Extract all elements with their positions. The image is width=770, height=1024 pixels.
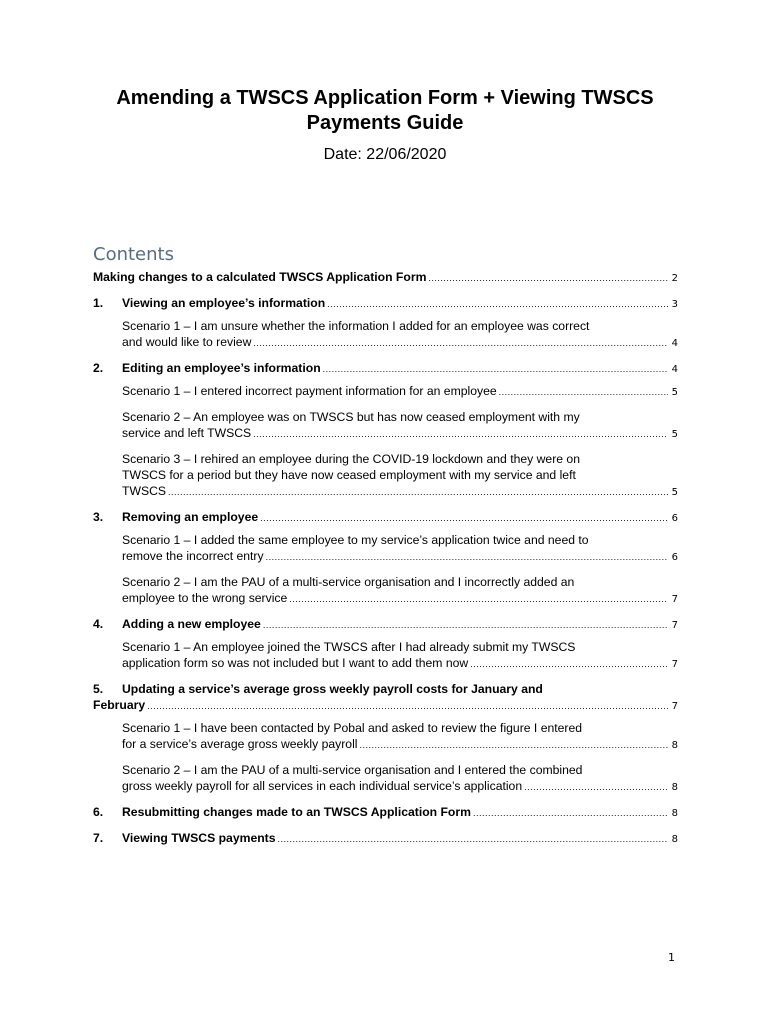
toc-entry[interactable] [93, 509, 678, 527]
toc-sub-entry[interactable] [93, 409, 678, 443]
toc-entry[interactable] [93, 295, 678, 313]
toc-leader [260, 510, 668, 526]
toc-leader [253, 426, 668, 442]
toc-leader [428, 270, 668, 286]
toc-leader [266, 549, 668, 565]
toc-page-number: 4 [671, 338, 678, 349]
toc-entry-number: 7. [93, 831, 104, 845]
toc-sub-entry[interactable] [93, 639, 678, 673]
toc-entry[interactable] [93, 360, 678, 378]
toc-leader [168, 484, 668, 500]
toc-entry[interactable] [93, 830, 678, 848]
toc-entry-title: Scenario 1 – I entered incorrect payment information for an employee [122, 384, 497, 398]
toc-leader [323, 361, 668, 377]
toc-entry-number: 5. [93, 682, 104, 696]
toc-page-number: 8 [671, 782, 678, 793]
toc-page-number: 5 [671, 487, 678, 498]
toc-sub-entry[interactable] [93, 762, 678, 796]
toc-entry-title-line: service and left TWSCS [122, 426, 252, 440]
document-date: Date: 22/06/2020 [323, 146, 447, 163]
toc-leader [470, 656, 668, 672]
toc-page-number: 6 [671, 552, 678, 563]
toc-sub-entry[interactable] [93, 574, 678, 608]
toc-entry-title: Making changes to a calculated TWSCS Application Form [93, 270, 427, 284]
toc-leader [289, 591, 668, 607]
toc-page-number: 4 [671, 364, 678, 375]
toc-page-number: 8 [671, 834, 678, 845]
toc-entry-title-line: Scenario 1 – I have been contacted by Pobal and asked to review the figure I entered [122, 721, 583, 735]
toc-entry-title-line: February [93, 698, 146, 712]
toc-page-number: 3 [671, 299, 678, 310]
toc-entry-title-line: Scenario 2 – I am the PAU of a multi-service organisation and I entered the combined [122, 763, 583, 777]
toc-entry-title: Removing an employee [122, 510, 259, 524]
toc-page-number: 7 [671, 659, 678, 670]
toc-leader [473, 805, 668, 821]
toc-page-number: 5 [671, 387, 678, 398]
toc-entry-title: Viewing TWSCS payments [122, 831, 276, 845]
table-of-contents [93, 268, 678, 848]
toc-entry-number: 2. [93, 361, 104, 375]
toc-entry-title-line: TWSCS for a period but they have now ceased employment with my service and left [122, 468, 576, 482]
toc-leader [253, 335, 668, 351]
toc-entry-title-line: Scenario 3 – I rehired an employee during the COVID-19 lockdown and they were on [122, 452, 580, 466]
toc-page-number: 7 [671, 620, 678, 631]
toc-entry-title-line: Updating a service’s average gross weekly payroll costs for January and [122, 682, 543, 696]
toc-sub-entry[interactable] [93, 720, 678, 754]
toc-entry[interactable] [93, 804, 678, 822]
toc-entry-title-line: for a service’s average gross weekly payroll [122, 737, 358, 751]
title-line-1: Amending a TWSCS Application Form + Viewing TWSCS [116, 87, 654, 109]
toc-sub-entry[interactable] [93, 532, 678, 566]
document-title [0, 86, 770, 136]
toc-entry-title-line: Scenario 2 – An employee was on TWSCS but has now ceased employment with my [122, 410, 580, 424]
toc-entry-number: 4. [93, 617, 104, 631]
toc-entry-title-line: remove the incorrect entry [122, 549, 264, 563]
toc-leader [499, 384, 668, 400]
toc-leader [360, 737, 668, 753]
toc-leader [327, 296, 668, 312]
toc-entry-title: Resubmitting changes made to an TWSCS Application Form [122, 805, 471, 819]
toc-page-number: 2 [671, 273, 678, 284]
toc-entry-title: Viewing an employee’s information [122, 296, 326, 310]
toc-entry-title: Adding a new employee [122, 617, 261, 631]
contents-heading: Contents [93, 244, 174, 265]
toc-entry-title-line: Scenario 1 – I added the same employee to my service’s application twice and need to [122, 533, 589, 547]
toc-leader [263, 617, 668, 633]
toc-entry-title-line: Scenario 2 – I am the PAU of a multi-service organisation and I incorrectly added an [122, 575, 575, 589]
toc-entry-title-line: application form so was not included but I want to add them now [122, 656, 469, 670]
toc-page-number: 8 [671, 740, 678, 751]
toc-page-number: 5 [671, 429, 678, 440]
toc-page-number: 7 [671, 701, 678, 712]
toc-sub-entry[interactable] [93, 383, 678, 401]
toc-entry-title-line: Scenario 1 – An employee joined the TWSCS after I had already submit my TWSCS [122, 640, 576, 654]
toc-entry-title-line: and would like to review [122, 335, 252, 349]
toc-page-number: 6 [671, 513, 678, 524]
toc-page-number: 7 [671, 594, 678, 605]
toc-entry[interactable] [93, 269, 678, 287]
toc-entry-title-line: employee to the wrong service [122, 591, 288, 605]
toc-sub-entry[interactable] [93, 451, 678, 501]
toc-leader [278, 831, 668, 847]
page-number: 1 [668, 951, 675, 964]
toc-entry-title-line: Scenario 1 – I am unsure whether the information I added for an employee was correct [122, 319, 590, 333]
toc-sub-entry[interactable] [93, 318, 678, 352]
toc-leader [524, 779, 668, 795]
toc-leader [147, 698, 668, 714]
toc-entry-title-line: TWSCS [122, 484, 167, 498]
toc-entry-number: 3. [93, 510, 104, 524]
toc-entry-number: 1. [93, 296, 104, 310]
toc-entry[interactable] [93, 616, 678, 634]
toc-entry-title-line: gross weekly payroll for all services in each individual service’s application [122, 779, 523, 793]
toc-entry[interactable] [93, 681, 678, 715]
title-line-2: Payments Guide [306, 112, 464, 134]
toc-page-number: 8 [671, 808, 678, 819]
toc-entry-title: Editing an employee’s information [122, 361, 321, 375]
toc-entry-number: 6. [93, 805, 104, 819]
